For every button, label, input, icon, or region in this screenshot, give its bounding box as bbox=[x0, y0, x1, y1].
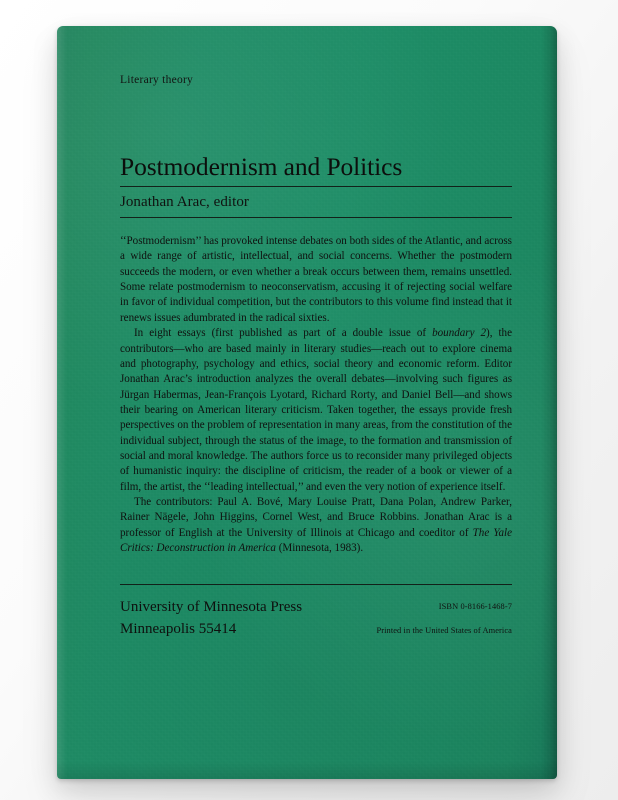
legal-column bbox=[376, 596, 512, 637]
printed-in-statement: Printed in the United States of America bbox=[376, 626, 512, 636]
blurb-p3-text-b: (Minnesota, 1983). bbox=[275, 542, 364, 555]
publisher-city: Minneapolis 55414 bbox=[120, 621, 237, 638]
page-title: Postmodernism and Politics bbox=[120, 152, 403, 181]
title-block bbox=[120, 154, 512, 218]
imprint-divider-rule bbox=[120, 584, 512, 585]
publisher-name: University of Minnesota Press bbox=[120, 599, 303, 615]
cover-left-edge-highlight bbox=[57, 26, 67, 779]
book-back-cover bbox=[57, 26, 557, 779]
blurb-p3-text-a: The contributors: Paul A. Bové, Mary Louise Pratt, Dana Polan, Andrew Parker, Rainer Nägele, John Higgins, Cornel West, and Bruce Robbins. Jonathan Arac is a professor of English at the University of Illinois at Chicago and coeditor of bbox=[120, 496, 512, 539]
isbn-number: ISBN 0-8166-1468-7 bbox=[438, 602, 512, 611]
editor-divider-rule bbox=[120, 217, 512, 218]
back-cover-blurb bbox=[120, 234, 512, 557]
book-title-yale-critics: The Yale Critics: Deconstruction in America bbox=[120, 526, 512, 555]
imprint-block bbox=[120, 584, 512, 640]
editor-byline: Jonathan Arac, editor bbox=[120, 193, 249, 210]
imprint-rows bbox=[120, 585, 512, 640]
title-divider-rule bbox=[120, 186, 512, 187]
blurb-paragraph-1 bbox=[120, 234, 512, 326]
blurb-paragraph-2 bbox=[120, 326, 512, 495]
cover-printed-content bbox=[120, 26, 512, 779]
blurb-paragraph-3 bbox=[120, 495, 512, 556]
blurb-p1-text: ‘‘Postmodernism’’ has provoked intense debates on both sides of the Atlantic, and across a wide range of artistic, intellectual, and social concerns. Whether the postmodern succeeds the modern, or even whether a break occurs between them, remains unsettled. Some relate postmodernism to neoconservatism, accusing it of rejecting social welfare in favor of individual competition, but the contributors to this volume find instead that it renews issues adumbrated in the radical sixties. bbox=[120, 235, 512, 324]
blurb-p2-text-a: In eight essays (first published as part of a double issue of bbox=[134, 327, 433, 340]
category-label: Literary theory bbox=[120, 74, 194, 86]
journal-title-boundary-2: boundary 2 bbox=[432, 327, 487, 340]
blurb-p2-text-b: ), the contributors—who are based mainly in literary studies—reach out to explore cinema and photography, psychology and ethics, social theory and economic reform. Editor Jonathan Arac’s introduction analyzes the overall debates—involving such figures as Jürgan Habermas, Jean-François Lyotard, Richard Rorty, and Daniel Bell—and shows their bearing on American literary criticism. Taken together, the essays provide fresh perspectives on the problem of representation in many areas, from the constitution of the individual subject, through the status of the image, to the formation and transmission of social and moral knowledge. The authors force us to reconsider many privileged objects of humanistic inquiry: the discipline of criticism, the reader of a book or viewer of a film, the artist, the ‘‘leading intellectual,’’ and even the very notion of experience itself. bbox=[120, 327, 512, 493]
cover-right-edge-shadow bbox=[541, 26, 557, 779]
publisher-column bbox=[120, 596, 302, 640]
